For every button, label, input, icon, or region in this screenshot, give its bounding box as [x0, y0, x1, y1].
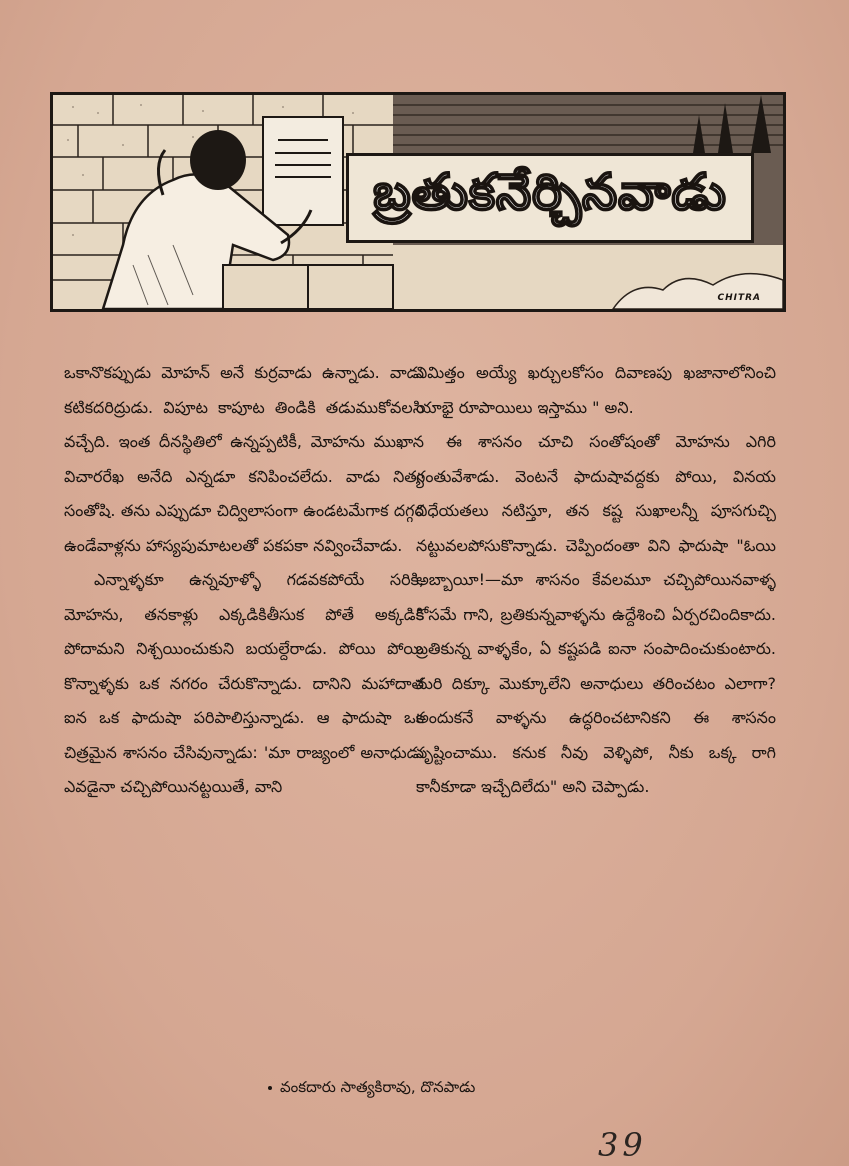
author-name: వంకదారు సాత్యకిరావు, దొనపాడు [280, 1078, 476, 1096]
author-byline [268, 1078, 475, 1100]
story-title: బ్రతుకనేర్చినవాడు [373, 162, 727, 221]
paragraph: నిమిత్తం అయ్యే ఖర్చులకోసం దివాణపు ఖజానాలోనించి యాభై రూపాయిలు ఇస్తాము " అని. [416, 363, 776, 417]
paragraph: ఒకానొకప్పుడు మోహన్ అనే కుర్రవాడు ఉన్నాడు. వాడు కటికదరిద్రుడు. విపూట కాపూట తిండికి తడుముకోవలసి వచ్చేది. ఇంత దీనస్థితిలో ఉన్నప్పటికీ, మోహను ముఖాన విచారరేఖ అనేది ఎన్నడూ కనిపించలేదు. వాడు నిత్య సంతోషి. తను ఎప్పుడూ చిద్విలాసంగా ఉండటమేగాక దగ్గర ఉండేవాళ్లను హాస్యపుమాటలతో పకపకా నవ్వించేవాడు. [64, 363, 424, 555]
header-banner [50, 92, 786, 312]
illustrator-signature: CHITRA [717, 293, 761, 303]
paragraph: ఎన్నాళ్ళకూ ఉన్నవూళ్ళో గడవకపోయే సరికి, మోహను, తనకాళ్లు ఎక్కడికితీసుక పోతే అక్కడికి పోదామని నిశ్చయించుకుని బయల్దేరాడు. పోయి పోయి కొన్నాళ్ళకు ఒక నగరం చేరుకొన్నాడు. దానిని మహాదాత ఐన ఒక ఫాదుషా పరిపాలిస్తున్నాడు. ఆ ఫాదుషా ఒక చిత్రమైన శాసనం చేసివున్నాడు: 'మా రాజ్యంలో అనాధుడు ఎవడైనా చచ్చిపోయినట్టయితే, వాని [64, 570, 424, 796]
bullet-icon [268, 1086, 272, 1090]
page-number: 39 [598, 1126, 647, 1164]
title-box [346, 153, 754, 243]
paragraph: ఈ శాసనం చూచి సంతోషంతో మోహను ఎగిరి గంతువేశాడు. వెంటనే ఫాదుషావద్దకు పోయి, వినయ విధేయతలు నటిస్తూ, తన కష్ట సుఖాలన్నీ పూసగుచ్చి నట్టువలపోసుకొన్నాడు. చెప్పిందంతా విని ఫాదుషా "ఓయి అబ్బాయీ!—మా శాసనం కేవలమూ చచ్చిపోయినవాళ్ళ కోసమే గాని, బ్రతికున్నవాళ్ళను ఉద్దేశించి ఏర్పరచిందికాదు. బ్రతికున్న వాళ్ళకేం, ఏ కష్టపడి ఐనా సంపాదించుకుంటారు. మరి దిక్కూ మొక్కూలేని అనాధులు తరించటం ఎలాగా? అందుకనే వాళ్ళను ఉద్ధరించటానికని ఈ శాసనం సృష్టించాము. కనుక నీవు వెళ్ళిపో, నీకు ఒక్క రాగి కానీకూడా ఇచ్చేదిలేదు" అని చెప్పాడు. [416, 432, 776, 796]
left-column [64, 356, 424, 805]
right-column [416, 356, 776, 805]
